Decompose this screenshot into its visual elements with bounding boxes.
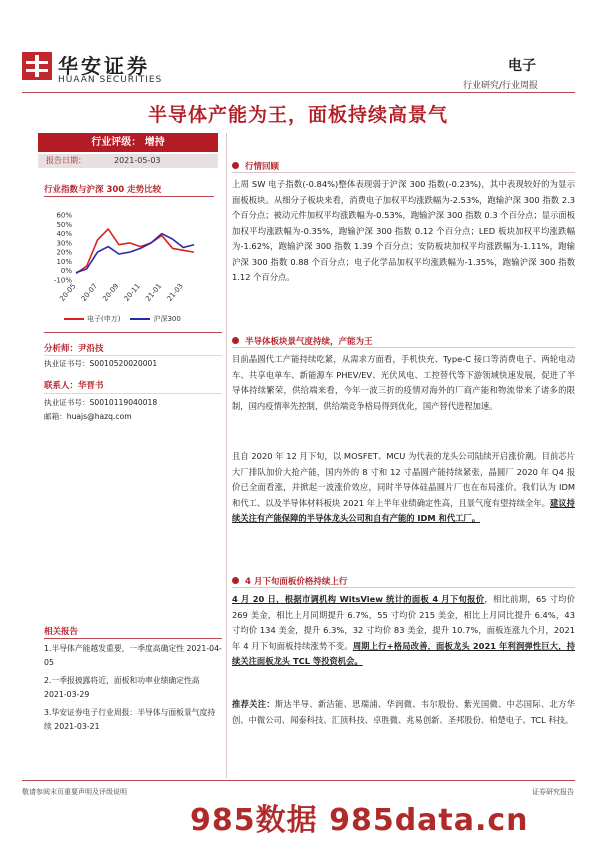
report-title: 半导体产能为王，面板持续高景气 bbox=[147, 104, 448, 126]
series-line-electronics bbox=[76, 229, 194, 274]
footer-divider bbox=[22, 780, 575, 781]
y-tick-label: 60% bbox=[56, 211, 72, 220]
section-divider bbox=[232, 587, 575, 588]
section-panel-title bbox=[232, 575, 347, 587]
report-date bbox=[38, 154, 218, 168]
y-tick-label: 30% bbox=[56, 239, 72, 248]
sector-label: 电子 bbox=[508, 58, 536, 74]
index-comparison-chart bbox=[44, 200, 214, 328]
industry-rating: 行业评级： 增持 bbox=[38, 133, 218, 152]
legend-label-csi300: 沪深300 bbox=[153, 315, 181, 323]
header-divider bbox=[22, 92, 575, 93]
semiconductor-paragraph-1: 目前晶圆代工产能持续吃紧，从需求方面看，手机快充、Type-C 接口等消费电子、两轮电动车、共享电单车、新能源车 PHEV/EV、光伏风电、工控替代等下游领域快速发展，促进了半导体持续繁荣，供给端来看，今年一波三折的疫情对海外的厂商产能和物流带来了诸多的限制，国内疫情率先控制，供给端竞争格局得到优化，国产替代进程加速。 bbox=[232, 354, 575, 411]
panel-paragraph bbox=[232, 592, 575, 670]
y-tick-label: 10% bbox=[56, 257, 72, 266]
y-tick-label: 0% bbox=[60, 267, 72, 276]
x-tick-label: 20-05 bbox=[58, 282, 78, 303]
analyst-heading: 分析师：尹沿技 bbox=[44, 344, 104, 354]
x-tick-label: 21-03 bbox=[165, 282, 185, 303]
related-divider bbox=[44, 638, 222, 639]
panel-recommendation: 周期上行+格局改善，面板龙头 2021 年利润弹性巨大，持续关注面板龙头 TCL 等投资机会。 bbox=[232, 640, 575, 666]
panel-price-lead: 4 月 20 日，根据市调机构 WitsView 统计的面板 4 月下旬报价 bbox=[232, 594, 485, 604]
market-review-text: 上周 SW 电子指数(-0.84%)整体表现弱于沪深 300 指数(-0.23%)，其中表现较好的为显示面板板块。从细分子板块来看，消费电子加权平均涨跌幅为-2.53%，跑输沪深 300 指数 2.3 个百分点；被动元件加权平均涨跌幅为-0.53%，跑输沪深 300 指数 0.3 个百分点；显示面板加权平均涨跌幅为-0.35%，跑输沪深 300 指数 0.12 个百分点；LED 板块加权平均涨跌幅为-1.62%，跑输沪深 300 指数 1.39 个百分点；安防板块加权平均涨跌幅为-1.11%，跑输沪深 300 指数 0.88 个百分点；电子化学品加权平均涨跌幅为-1.35%，跑输沪深 300 指数 1.12 个百分点。 bbox=[232, 179, 575, 282]
semiconductor-recommendation: 建议持续关注有产能保障的半导体龙头公司和自有产能的 IDM 和代工厂。 bbox=[232, 497, 575, 523]
section-divider bbox=[232, 172, 575, 173]
contact-cert: 执业证书号：S0010119040018 bbox=[44, 398, 158, 407]
x-tick-label: 20-11 bbox=[122, 282, 142, 303]
x-tick-label: 21-01 bbox=[144, 282, 164, 303]
recommend-paragraph bbox=[232, 697, 575, 728]
related-report-item[interactable]: 2.一季报披露将近，面板和功率业绩确定性高 2021-03-29 bbox=[44, 676, 200, 699]
recommend-list: 斯达半导、新洁能、思瑞浦、华润微、韦尔股份、紫光国微、中芯国际、北方华创、中微公司、闻泰科技、汇顶科技、卓胜微、兆易创新、圣邦股份、柏楚电子、TCL 科技。 bbox=[232, 699, 575, 725]
x-tick-label: 20-07 bbox=[79, 282, 99, 303]
chart-divider bbox=[44, 332, 222, 333]
chart-legend bbox=[64, 314, 181, 324]
section-semiconductor-title bbox=[232, 335, 373, 347]
section-divider bbox=[232, 347, 575, 348]
watermark: 985数据 985data.cn bbox=[190, 803, 529, 838]
report-date-label: 报告日期： bbox=[46, 156, 86, 165]
chart-title: 行业指数与沪深 300 走势比较 bbox=[44, 185, 162, 195]
logo-english: HUAAN SECURITIES bbox=[58, 75, 163, 85]
section-semiconductor-label: 半导体板块景气度持续，产能为王 bbox=[245, 337, 373, 347]
x-tick-label: 20-09 bbox=[101, 282, 121, 303]
related-report-item[interactable]: 1.半导体产能越发重要，一季度高确定性 2021-04-05 bbox=[44, 644, 222, 667]
legend-swatch-csi300 bbox=[130, 318, 150, 320]
analyst-cert: 执业证书号：S0010520020001 bbox=[44, 359, 158, 368]
logo-mark-icon bbox=[22, 52, 52, 80]
recommend-label: 推荐关注： bbox=[232, 699, 275, 709]
legend-item-csi300 bbox=[130, 314, 180, 324]
y-tick-label: 50% bbox=[56, 220, 72, 229]
section-panel-label: 4 月下旬面板价格持续上行 bbox=[245, 577, 348, 587]
footer-disclaimer: 敬请参阅末页重要声明及评级说明 bbox=[22, 788, 127, 796]
bullet-icon bbox=[232, 162, 239, 169]
contact-divider bbox=[44, 393, 222, 394]
column-divider bbox=[226, 133, 227, 778]
report-date-value: 2021-05-03 bbox=[114, 156, 161, 165]
semiconductor-paragraph-2 bbox=[232, 449, 575, 527]
section-market-review-title bbox=[232, 160, 279, 172]
related-report-item[interactable]: 3.华安证券电子行业周报：半导体与面板景气度持续 2021-03-21 bbox=[44, 708, 216, 731]
legend-swatch-electronics bbox=[64, 318, 84, 320]
legend-item-electronics bbox=[64, 314, 120, 324]
panel-price-text: ，相比前期，65 寸均价 269 美金，相比上月同期提升 6.7%，55 寸均价 215 美金，相比上月同比提升 6.4%，43 寸均价 134 美金，提升 6.3%，32 寸均价 83 美金，提升 10.7%，面板连涨九个月，2021 年 4 月下旬面板持续涨势不变。 bbox=[232, 594, 576, 651]
related-reports-heading: 相关报告 bbox=[44, 627, 79, 637]
legend-label-electronics: 电子(申万) bbox=[87, 315, 121, 323]
bullet-icon bbox=[232, 577, 239, 584]
contact-heading: 联系人：华晋书 bbox=[44, 381, 104, 391]
report-kind: 行业研究/行业周报 bbox=[462, 81, 538, 91]
logo-name: 华安证券 bbox=[58, 54, 150, 78]
y-tick-label: 40% bbox=[56, 230, 72, 239]
chart-title-divider bbox=[44, 196, 214, 197]
section-market-review-label: 行情回顾 bbox=[245, 162, 280, 172]
footer-label: 证券研究报告 bbox=[532, 788, 574, 796]
series-line-csi300 bbox=[76, 234, 194, 273]
contact-email[interactable]: 邮箱：huajs@hazq.com bbox=[44, 412, 132, 421]
analyst-divider bbox=[44, 355, 222, 356]
y-tick-label: -10% bbox=[53, 276, 72, 285]
bullet-icon bbox=[232, 337, 239, 344]
semiconductor-paragraph-2-text: 且自 2020 年 12 月下旬，以 MOSFET、MCU 为代表的龙头公司陆续开启涨价潮。目前芯片大厂排队加价大抢产能，国内外的 8 寸和 12 寸晶圆产能持续紧张，晶圆厂 2020 年 Q4 报价已全面看涨，并掀起一波涨价效应，同时半导体硅晶圆片厂也在布局涨价。我们认为 IDM 和代工、以及半导体材料板块 2021 年上半年业绩确定性高，且景气度有望持续全年。 bbox=[232, 451, 575, 508]
y-tick-label: 20% bbox=[56, 248, 72, 257]
